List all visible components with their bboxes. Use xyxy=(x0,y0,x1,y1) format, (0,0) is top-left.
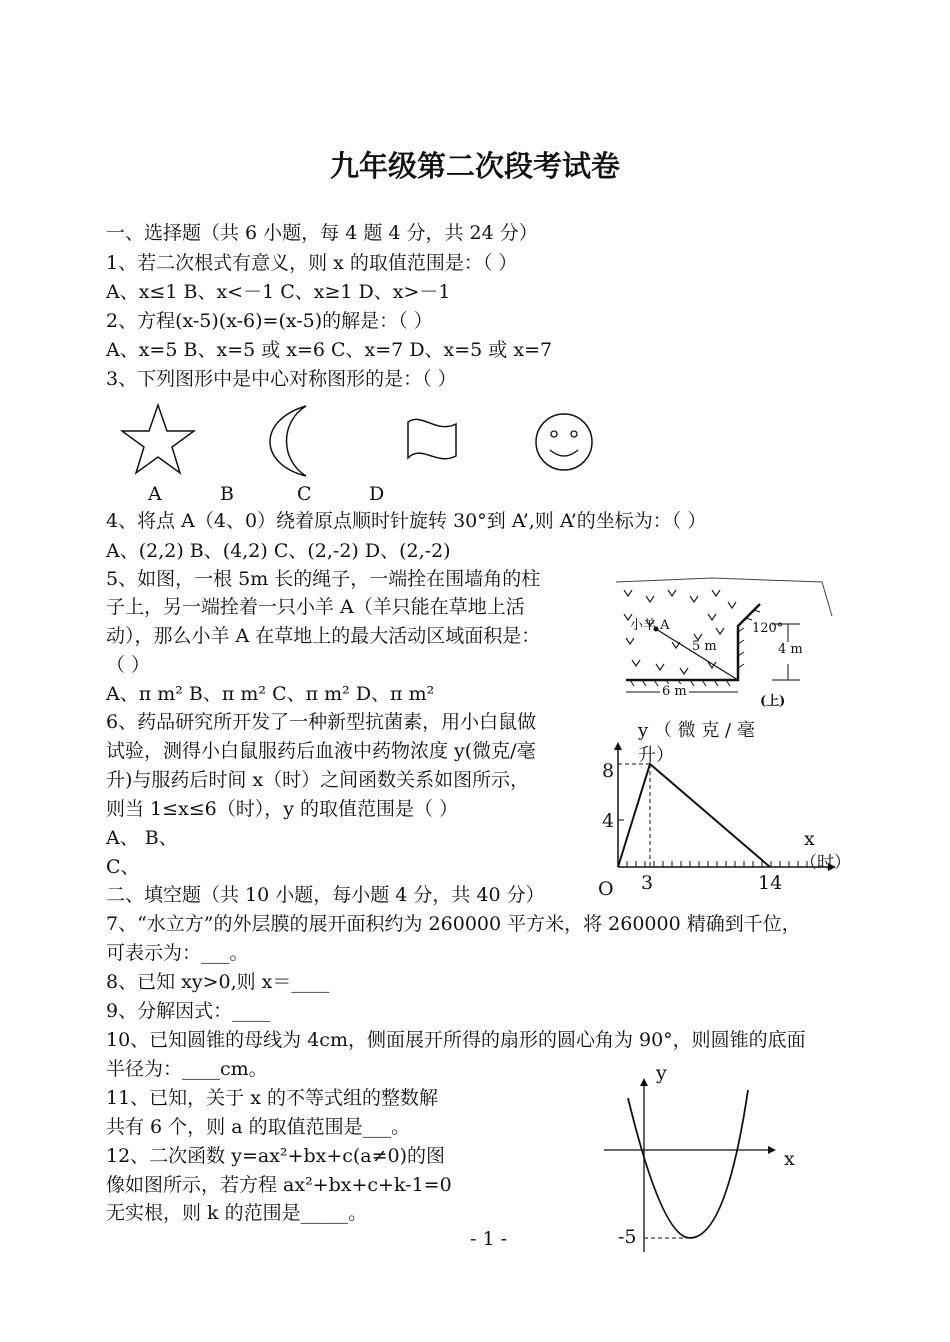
sheep-diagram xyxy=(612,568,844,708)
question-11-line2: 共有 6 个，则 a 的取值范围是___。 xyxy=(106,1116,411,1138)
question-5-line1: 5、如图，一根 5m 长的绳子，一端拴在围墙角的柱 xyxy=(106,568,541,590)
fig6-y4: 4 xyxy=(602,810,615,832)
question-1: 1、若二次根式有意义，则 x 的取值范围是：（ ） xyxy=(106,252,518,274)
section-2-heading: 二、填空题（共 10 小题，每小题 4 分，共 40 分） xyxy=(106,884,545,906)
fig12-minus5: -5 xyxy=(618,1226,637,1248)
question-9: 9、分解因式：____ xyxy=(106,1000,271,1022)
question-11-line1: 11、已知，关于 x 的不等式组的整数解 xyxy=(106,1087,438,1109)
fig5-mark: (上) xyxy=(760,694,786,709)
question-6-options-c: C、 xyxy=(106,856,140,878)
fig6-y8: 8 xyxy=(602,760,615,782)
page-number: - 1 - xyxy=(470,1228,508,1250)
question-5-line4: （ ） xyxy=(106,654,151,676)
question-7-line1: 7、“水立方”的外层膜的展开面积约为 260000 平方米，将 260000 精确到千位， xyxy=(106,913,801,935)
fig6-x3: 3 xyxy=(641,872,654,894)
fig6-origin: O xyxy=(598,878,614,900)
shape-label-a: A xyxy=(148,483,162,505)
star-shape xyxy=(122,405,194,473)
question-4: 4、将点 A（4、0）绕着原点顺时针旋转 30°到 A’,则 A’的坐标为：（ ） xyxy=(106,510,707,532)
fig6-ylabel2: 升） xyxy=(638,745,674,766)
fig6-x14: 14 xyxy=(758,872,783,894)
question-6-line4: 则当 1≤x≤6（时），y 的取值范围是（ ） xyxy=(106,798,459,820)
shape-label-b: B xyxy=(220,483,234,505)
question-1-options: A、x≤1 B、x<－1 C、x≥1 D、x>－1 xyxy=(106,281,451,303)
question-12-line3: 无实根，则 k 的范围是_____。 xyxy=(106,1202,368,1224)
fig12-x-label: x xyxy=(784,1148,795,1170)
question-5-options: A、π m² B、π m² C、π m² D、π m² xyxy=(106,683,435,705)
shape-label-c: C xyxy=(297,483,312,505)
q3-shapes xyxy=(118,400,598,480)
fig6-xlabel: x xyxy=(804,828,815,850)
question-3: 3、下列图形中是中心对称图形的是：（ ） xyxy=(106,368,457,390)
fig5-rope-label: 5 m xyxy=(692,639,717,654)
question-12-line1: 12、二次函数 y=ax²+bx+c(a≠0)的图 xyxy=(106,1145,446,1167)
fig5-width-label: 6 m xyxy=(662,684,687,699)
shape-label-d: D xyxy=(369,483,385,505)
question-5-line3: 动），那么小羊 A 在草地上的最大活动区域面积是： xyxy=(106,625,541,647)
section-1-heading: 一、选择题（共 6 小题，每 4 题 4 分，共 24 分） xyxy=(106,222,538,244)
question-5-line2: 子上，另一端拴着一只小羊 A（羊只能在草地上活 xyxy=(106,596,525,618)
question-10-line1: 10、已知圆锥的母线为 4cm，侧面展开所得的扇形的圆心角为 90°，则圆锥的底面 xyxy=(106,1029,806,1051)
question-6-line1: 6、药品研究所开发了一种新型抗菌素，用小白鼠做 xyxy=(106,711,537,733)
fig12-y-label: y xyxy=(656,1062,667,1084)
question-10-line2: 半径为：____cm。 xyxy=(106,1058,268,1080)
fig6-xunit: （时） xyxy=(800,853,851,873)
question-8: 8、已知 xy>0,则 x＝____ xyxy=(106,971,330,993)
question-6-options-ab: A、 B、 xyxy=(106,827,178,849)
question-6-line2: 试验，测得小白鼠服药后血液中药物浓度 y(微克/毫 xyxy=(106,740,536,762)
fig5-height-label: 4 m xyxy=(778,642,803,657)
crescent-shape xyxy=(270,406,306,476)
page-title: 九年级第二次段考试卷 xyxy=(329,149,620,183)
question-7-line2: 可表示为：___。 xyxy=(106,942,249,964)
fig5-angle-label: 120° xyxy=(752,621,784,636)
question-12-line2: 像如图所示，若方程 ax²+bx+c+k-1=0 xyxy=(106,1174,452,1196)
flag-shape xyxy=(408,419,456,458)
question-4-options: A、(2,2) B、(4,2) C、(2,-2) D、(2,-2) xyxy=(106,540,451,562)
fig6-ylabel: y （ 微 克 / 毫 xyxy=(638,720,755,741)
question-2: 2、方程(x-5)(x-6)=(x-5)的解是：（ ） xyxy=(106,310,433,332)
question-2-options: A、x=5 B、x=5 或 x=6 C、x=7 D、x=5 或 x=7 xyxy=(106,339,553,361)
question-6-line3: 升)与服药后时间 x（时）之间函数关系如图所示， xyxy=(106,769,530,791)
smiley-shape xyxy=(536,414,592,470)
fig5-sheep-label: 小羊 A xyxy=(630,618,670,633)
